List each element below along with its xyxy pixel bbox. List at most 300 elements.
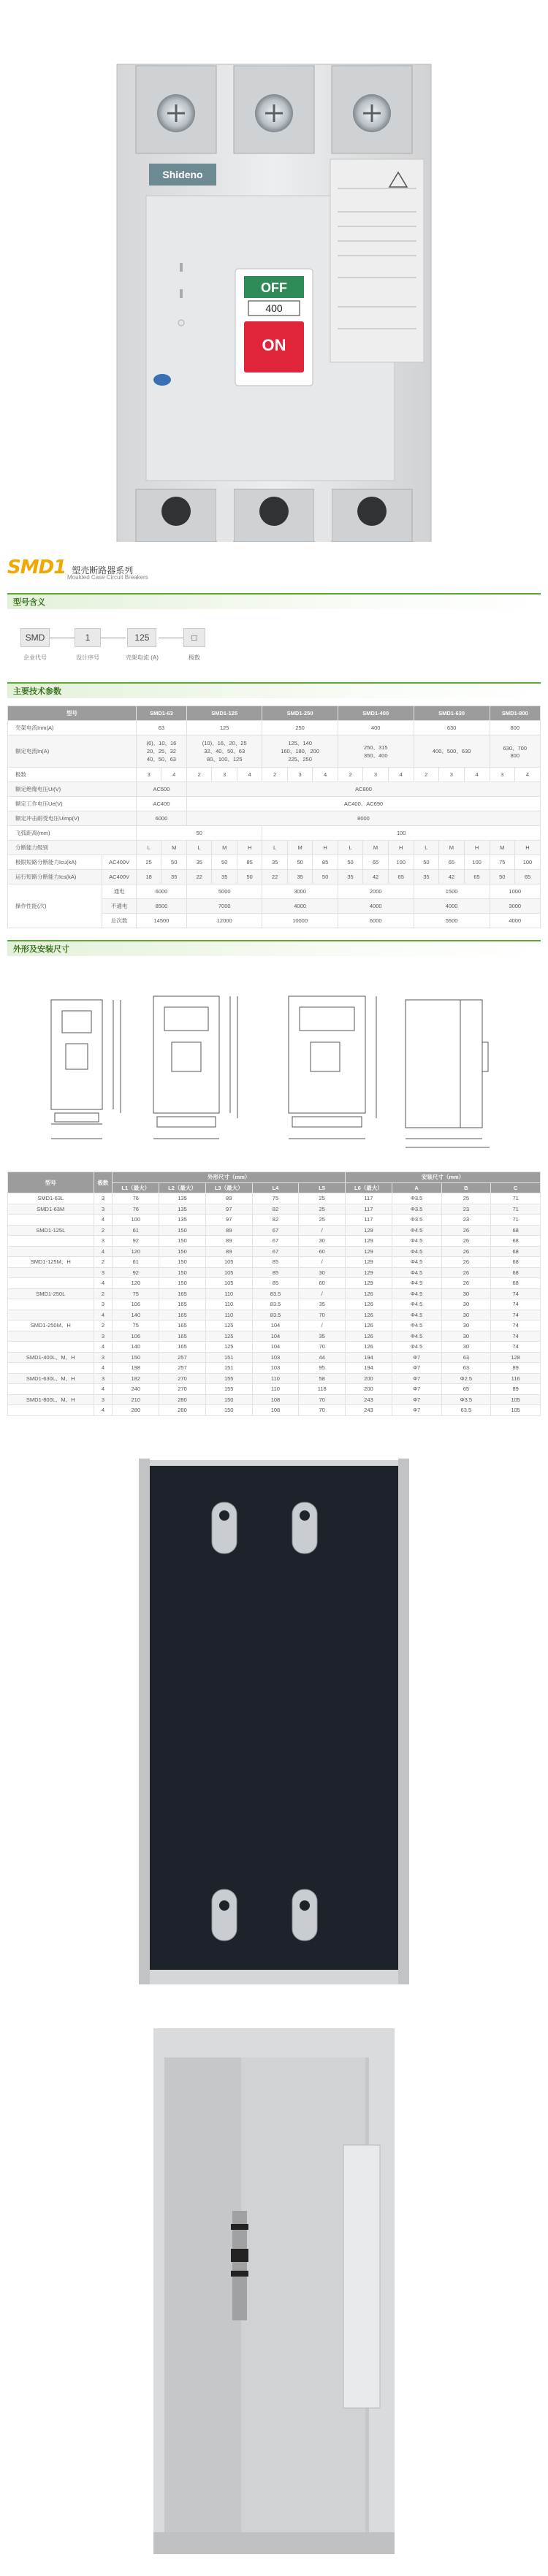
- spec-row: [8, 797, 541, 811]
- meaning-item: 125 壳架电流 (A): [126, 628, 159, 662]
- dim-cell: 63.5: [441, 1405, 491, 1416]
- dim-cell: 30: [299, 1267, 346, 1278]
- dim-cell: 63: [441, 1363, 491, 1374]
- dim-cell: 83.5: [252, 1299, 299, 1310]
- spec-cell: 2: [338, 768, 362, 782]
- dim-cell: 129: [346, 1257, 392, 1268]
- spec-header-cell: SMD1-250: [262, 706, 338, 721]
- spec-cell: 250、315 350、400: [338, 735, 414, 768]
- dim-cell: 151: [205, 1363, 252, 1374]
- spec-cell: 35: [212, 870, 237, 884]
- spec-row-sublabel: 总次数: [102, 914, 136, 928]
- dim-cell: 92: [113, 1236, 159, 1247]
- dim-header-cell: A: [392, 1182, 441, 1193]
- dim-cell: 58: [299, 1373, 346, 1384]
- dim-model-cell: SMD1-800L、M、H: [8, 1394, 94, 1405]
- outline-drawings: [7, 956, 541, 1164]
- dim-cell: 105: [205, 1257, 252, 1268]
- spec-header-cell: SMD1-125: [187, 706, 262, 721]
- spec-row: [8, 735, 541, 768]
- spec-row: [8, 811, 541, 826]
- dim-cell: 270: [159, 1373, 206, 1384]
- spec-cell: 35: [338, 870, 362, 884]
- dim-cell: 126: [346, 1288, 392, 1299]
- dim-cell: 70: [299, 1342, 346, 1353]
- dim-cell: 68: [491, 1225, 541, 1236]
- dim-cell: 100: [113, 1215, 159, 1226]
- spec-cell: 5500: [414, 914, 490, 928]
- spec-cell: 42: [439, 870, 464, 884]
- dim-cell: 3: [94, 1394, 113, 1405]
- spec-cell: 50: [338, 855, 362, 870]
- spec-row-label: 飞弧距离(mm): [8, 826, 137, 841]
- dim-cell: /: [299, 1225, 346, 1236]
- section-header-meaning: 型号含义: [7, 593, 541, 609]
- series-en-name: Moulded Case Circuit Breakers: [67, 574, 148, 581]
- dim-cell: 75: [113, 1321, 159, 1331]
- spec-cell: L: [187, 841, 212, 855]
- spec-cell: 630、700 800: [490, 735, 541, 768]
- dim-cell: 4: [94, 1278, 113, 1289]
- dim-cell: 23: [441, 1215, 491, 1226]
- dim-cell: 110: [205, 1288, 252, 1299]
- dim-cell: 126: [346, 1331, 392, 1342]
- dim-cell: 126: [346, 1342, 392, 1353]
- dim-row: [8, 1257, 541, 1268]
- spec-cell: 100: [514, 855, 540, 870]
- spec-cell: 14500: [136, 914, 186, 928]
- dim-cell: 74: [491, 1331, 541, 1342]
- dim-cell: 103: [252, 1363, 299, 1374]
- dim-cell: /: [299, 1257, 346, 1268]
- spec-header-cell: SMD1-630: [414, 706, 490, 721]
- spec-cell: 6000: [136, 884, 186, 899]
- dim-cell: 89: [205, 1236, 252, 1247]
- dim-cell: 92: [113, 1267, 159, 1278]
- spec-cell: 6000: [136, 811, 186, 826]
- dim-row: [8, 1321, 541, 1331]
- dim-cell: 120: [113, 1246, 159, 1257]
- dim-cell: 243: [346, 1394, 392, 1405]
- spec-cell: 125: [187, 721, 262, 735]
- series-model: SMD1: [7, 557, 66, 578]
- dim-cell: 74: [491, 1321, 541, 1331]
- dim-cell: Φ4.5: [392, 1299, 441, 1310]
- spec-header-cell: SMD1-63: [136, 706, 186, 721]
- dim-cell: 4: [94, 1405, 113, 1416]
- spec-cell: 3: [287, 768, 312, 782]
- dim-cell: 26: [441, 1257, 491, 1268]
- dim-cell: Φ4.5: [392, 1278, 441, 1289]
- dim-cell: 89: [491, 1363, 541, 1374]
- spec-row-label: 额定电流In(A): [8, 735, 137, 768]
- dim-cell: 97: [205, 1204, 252, 1215]
- dim-cell: Φ4.5: [392, 1321, 441, 1331]
- dim-cell: 3: [94, 1193, 113, 1204]
- dim-cell: 110: [205, 1299, 252, 1310]
- spec-header-cell: SMD1-800: [490, 706, 541, 721]
- dim-cell: 150: [159, 1267, 206, 1278]
- dim-cell: 71: [491, 1215, 541, 1226]
- dim-cell: 25: [299, 1204, 346, 1215]
- dim-cell: 89: [205, 1225, 252, 1236]
- dim-cell: 70: [299, 1310, 346, 1321]
- dim-cell: 210: [113, 1394, 159, 1405]
- dim-cell: 76: [113, 1204, 159, 1215]
- dim-row: [8, 1405, 541, 1416]
- dim-cell: 89: [491, 1384, 541, 1395]
- dim-cell: Φ7: [392, 1352, 441, 1363]
- dim-model-cell: SMD1-630L、M、H: [8, 1373, 94, 1384]
- dim-cell: 82: [252, 1215, 299, 1226]
- dim-cell: 150: [159, 1246, 206, 1257]
- dim-cell: 2: [94, 1321, 113, 1331]
- dim-cell: 135: [159, 1193, 206, 1204]
- dim-cell: 125: [205, 1321, 252, 1331]
- dim-cell: 108: [252, 1405, 299, 1416]
- spec-cell: 42: [363, 870, 388, 884]
- dim-cell: 3: [94, 1373, 113, 1384]
- dim-cell: 70: [299, 1405, 346, 1416]
- dim-cell: 280: [159, 1405, 206, 1416]
- dim-cell: 104: [252, 1321, 299, 1331]
- dim-cell: 129: [346, 1267, 392, 1278]
- spec-cell: 85: [313, 855, 338, 870]
- dim-row: [8, 1342, 541, 1353]
- dim-cell: 61: [113, 1225, 159, 1236]
- dim-header-cell: L5: [299, 1182, 346, 1193]
- dim-cell: 150: [159, 1278, 206, 1289]
- dim-cell: 165: [159, 1321, 206, 1331]
- spec-cell: 100: [464, 855, 490, 870]
- dim-row: [8, 1384, 541, 1395]
- dim-cell: 150: [159, 1257, 206, 1268]
- dim-cell: Φ3.5: [392, 1193, 441, 1204]
- dim-model-cell: [8, 1299, 94, 1310]
- dim-row: [8, 1363, 541, 1374]
- dim-header-row: [8, 1172, 541, 1183]
- spec-cell: 4: [237, 768, 262, 782]
- dim-cell: 71: [491, 1204, 541, 1215]
- spec-cell: 8000: [187, 811, 541, 826]
- dim-cell: 125: [205, 1342, 252, 1353]
- spec-header-cell: 型号: [8, 706, 137, 721]
- spec-row-label: 壳架电流Inm(A): [8, 721, 137, 735]
- dim-cell: 104: [252, 1342, 299, 1353]
- dim-header-cell: B: [441, 1182, 491, 1193]
- spec-cell: 10000: [262, 914, 338, 928]
- spec-cell: (6)、10、16 20、25、32 40、50、63: [136, 735, 186, 768]
- spec-row-sublabel: AC400V: [102, 870, 136, 884]
- spec-cell: 50: [136, 826, 262, 841]
- dim-header-cell: 型号: [8, 1172, 94, 1193]
- dim-cell: 129: [346, 1278, 392, 1289]
- dim-cell: 35: [299, 1299, 346, 1310]
- spec-cell: 800: [490, 721, 541, 735]
- dim-cell: 63: [441, 1352, 491, 1363]
- spec-cell: M: [490, 841, 514, 855]
- dim-cell: 105: [491, 1394, 541, 1405]
- spec-cell: 35: [262, 855, 287, 870]
- dim-cell: 120: [113, 1278, 159, 1289]
- dim-cell: 83.5: [252, 1288, 299, 1299]
- spec-cell: 125、140 160、180、200 225、250: [262, 735, 338, 768]
- dim-cell: 194: [346, 1363, 392, 1374]
- dim-cell: 30: [441, 1310, 491, 1321]
- spec-cell: 3: [136, 768, 161, 782]
- meaning-item: □ 极数: [183, 628, 205, 662]
- dim-cell: 150: [205, 1394, 252, 1405]
- dim-cell: 110: [252, 1373, 299, 1384]
- dim-cell: 67: [252, 1236, 299, 1247]
- dim-cell: 182: [113, 1373, 159, 1384]
- spec-cell: 400: [338, 721, 414, 735]
- spec-cell: H: [514, 841, 540, 855]
- spec-row-sublabel: 通电: [102, 884, 136, 899]
- dim-model-cell: SMD1-250L: [8, 1288, 94, 1299]
- dim-row: [8, 1246, 541, 1257]
- dim-cell: 68: [491, 1257, 541, 1268]
- dim-cell: 82: [252, 1204, 299, 1215]
- dim-cell: 150: [113, 1352, 159, 1363]
- dim-cell: 4: [94, 1342, 113, 1353]
- spec-table: [7, 706, 541, 928]
- off-indicator: OFF: [261, 280, 287, 295]
- dim-cell: 129: [346, 1236, 392, 1247]
- dim-cell: /: [299, 1288, 346, 1299]
- section-header-spec: 主要技术参数: [7, 682, 541, 698]
- dim-cell: 2: [94, 1288, 113, 1299]
- dim-cell: 105: [491, 1405, 541, 1416]
- dim-cell: Φ4.5: [392, 1310, 441, 1321]
- dim-cell: Φ4.5: [392, 1267, 441, 1278]
- dim-cell: 140: [113, 1310, 159, 1321]
- dim-cell: Φ2.5: [441, 1373, 491, 1384]
- dim-cell: Φ3.5: [392, 1215, 441, 1226]
- dim-cell: 30: [441, 1342, 491, 1353]
- spec-cell: 3: [490, 768, 514, 782]
- dim-cell: 155: [205, 1373, 252, 1384]
- dim-cell: 4: [94, 1384, 113, 1395]
- spec-cell: 4: [161, 768, 187, 782]
- spec-cell: 65: [363, 855, 388, 870]
- spec-row: [8, 782, 541, 797]
- spec-row-label: 极限短路分断能力Icu(kA): [8, 855, 102, 870]
- spec-cell: 25: [136, 855, 161, 870]
- spec-cell: H: [313, 841, 338, 855]
- dim-cell: 150: [159, 1225, 206, 1236]
- dim-cell: 26: [441, 1278, 491, 1289]
- dim-row: [8, 1352, 541, 1363]
- spec-header-cell: SMD1-400: [338, 706, 414, 721]
- dim-cell: 68: [491, 1267, 541, 1278]
- dim-cell: 257: [159, 1363, 206, 1374]
- spec-cell: 50: [287, 855, 312, 870]
- dim-cell: Φ7: [392, 1373, 441, 1384]
- dim-model-cell: [8, 1384, 94, 1395]
- dim-header-cell: L2（最大）: [159, 1182, 206, 1193]
- dim-cell: 125: [205, 1331, 252, 1342]
- dim-cell: 165: [159, 1342, 206, 1353]
- dim-row: [8, 1278, 541, 1289]
- spec-cell: 4: [464, 768, 490, 782]
- dim-model-cell: [8, 1246, 94, 1257]
- dim-model-cell: SMD1-63M: [8, 1204, 94, 1215]
- dim-model-cell: [8, 1342, 94, 1353]
- dim-row: [8, 1267, 541, 1278]
- spec-row-label: 极数: [8, 768, 137, 782]
- top-terminals: [136, 66, 412, 153]
- dim-cell: 85: [252, 1278, 299, 1289]
- dim-cell: 200: [346, 1384, 392, 1395]
- dim-cell: 75: [113, 1288, 159, 1299]
- dim-cell: 3: [94, 1236, 113, 1247]
- dim-cell: 25: [299, 1193, 346, 1204]
- spec-cell: 4: [313, 768, 338, 782]
- dim-cell: 257: [159, 1352, 206, 1363]
- spec-row-sublabel: 不通电: [102, 899, 136, 914]
- dim-model-cell: [8, 1331, 94, 1342]
- spec-cell: 3000: [262, 884, 338, 899]
- drawing-side-view: [406, 1000, 490, 1147]
- spec-cell: 35: [161, 870, 187, 884]
- spec-cell: 22: [187, 870, 212, 884]
- spec-cell: 65: [464, 870, 490, 884]
- dim-cell: 85: [252, 1267, 299, 1278]
- spec-row-label: 分断能力级别: [8, 841, 137, 855]
- spec-cell: 4: [388, 768, 414, 782]
- dim-cell: 110: [205, 1310, 252, 1321]
- drawing-3pole: [153, 996, 237, 1139]
- dim-cell: 44: [299, 1352, 346, 1363]
- dim-header-cell: 外形尺寸（mm）: [113, 1172, 346, 1183]
- spec-row: [8, 768, 541, 782]
- dim-cell: 23: [441, 1204, 491, 1215]
- spec-row-label: 额定冲击耐受电压Uimp(V): [8, 811, 137, 826]
- spec-cell: 1500: [414, 884, 490, 899]
- spec-cell: 50: [161, 855, 187, 870]
- dim-cell: 26: [441, 1246, 491, 1257]
- dim-cell: 151: [205, 1352, 252, 1363]
- spec-row-label: 额定工作电压Ue(V): [8, 797, 137, 811]
- dim-header-cell: L4: [252, 1182, 299, 1193]
- dim-cell: 194: [346, 1352, 392, 1363]
- spec-row: [8, 841, 541, 855]
- dim-cell: 74: [491, 1342, 541, 1353]
- series-cn-name: 塑壳断路器系列: [72, 565, 134, 576]
- dim-cell: 3: [94, 1267, 113, 1278]
- spec-cell: 50: [313, 870, 338, 884]
- spec-cell: 12000: [187, 914, 262, 928]
- dim-row: [8, 1215, 541, 1226]
- spec-cell: 8500: [136, 899, 186, 914]
- spec-cell: AC400: [136, 797, 186, 811]
- dim-cell: 108: [252, 1394, 299, 1405]
- spec-cell: 4000: [414, 899, 490, 914]
- spec-cell: 630: [414, 721, 490, 735]
- dim-cell: 165: [159, 1299, 206, 1310]
- rating-window: 400: [265, 302, 283, 314]
- dim-cell: 165: [159, 1310, 206, 1321]
- dim-row: [8, 1299, 541, 1310]
- dim-cell: 30: [441, 1331, 491, 1342]
- dim-cell: 3: [94, 1331, 113, 1342]
- spec-cell: 100: [388, 855, 414, 870]
- dim-cell: 30: [441, 1321, 491, 1331]
- dim-cell: 26: [441, 1267, 491, 1278]
- spec-cell: 4000: [262, 899, 338, 914]
- dimension-table: [7, 1172, 541, 1416]
- dim-cell: 200: [346, 1373, 392, 1384]
- dim-row: [8, 1394, 541, 1405]
- dim-cell: 95: [299, 1363, 346, 1374]
- spec-cell: M: [287, 841, 312, 855]
- spec-cell: 2000: [338, 884, 414, 899]
- dim-cell: 2: [94, 1257, 113, 1268]
- dim-cell: 3: [94, 1299, 113, 1310]
- dim-cell: 128: [491, 1352, 541, 1363]
- spec-cell: 50: [490, 870, 514, 884]
- product-side-photo: [0, 2028, 548, 2554]
- dim-cell: 243: [346, 1405, 392, 1416]
- dim-cell: Φ4.5: [392, 1342, 441, 1353]
- dim-cell: 4: [94, 1310, 113, 1321]
- dim-cell: 76: [113, 1193, 159, 1204]
- dim-cell: 106: [113, 1331, 159, 1342]
- dim-cell: Φ3.5: [392, 1204, 441, 1215]
- spec-row: [8, 826, 541, 841]
- spec-cell: 35: [414, 870, 438, 884]
- dim-model-cell: SMD1-63L: [8, 1193, 94, 1204]
- spec-cell: 35: [187, 855, 212, 870]
- spec-cell: M: [363, 841, 388, 855]
- dim-cell: 26: [441, 1236, 491, 1247]
- spec-cell: 3: [363, 768, 388, 782]
- spec-cell: 22: [262, 870, 287, 884]
- dim-cell: 150: [205, 1405, 252, 1416]
- spec-cell: 50: [237, 870, 262, 884]
- model-meaning-diagram: [0, 609, 548, 682]
- spec-cell: 4: [514, 768, 540, 782]
- dim-cell: 75: [252, 1193, 299, 1204]
- dim-row: [8, 1288, 541, 1299]
- dim-model-cell: SMD1-125L: [8, 1225, 94, 1236]
- bottom-terminals: [136, 489, 412, 542]
- dim-cell: 280: [159, 1394, 206, 1405]
- spec-cell: 2: [262, 768, 287, 782]
- dim-cell: 70: [299, 1394, 346, 1405]
- dim-header-cell: 安装尺寸（mm）: [346, 1172, 541, 1183]
- spec-cell: 3: [212, 768, 237, 782]
- dim-cell: 83.5: [252, 1310, 299, 1321]
- dim-cell: 155: [205, 1384, 252, 1395]
- dim-model-cell: [8, 1215, 94, 1226]
- spec-cell: H: [237, 841, 262, 855]
- dim-row: [8, 1373, 541, 1384]
- spec-cell: 3: [439, 768, 464, 782]
- dim-cell: 129: [346, 1225, 392, 1236]
- dim-cell: 140: [113, 1342, 159, 1353]
- dim-cell: 126: [346, 1310, 392, 1321]
- dim-cell: 110: [252, 1384, 299, 1395]
- spec-cell: 85: [237, 855, 262, 870]
- dim-cell: 117: [346, 1204, 392, 1215]
- spec-cell: 2: [414, 768, 438, 782]
- dim-model-cell: SMD1-125M、H: [8, 1257, 94, 1268]
- dim-header-cell: L6（最大）: [346, 1182, 392, 1193]
- dim-cell: Φ7: [392, 1405, 441, 1416]
- dim-cell: 85: [252, 1257, 299, 1268]
